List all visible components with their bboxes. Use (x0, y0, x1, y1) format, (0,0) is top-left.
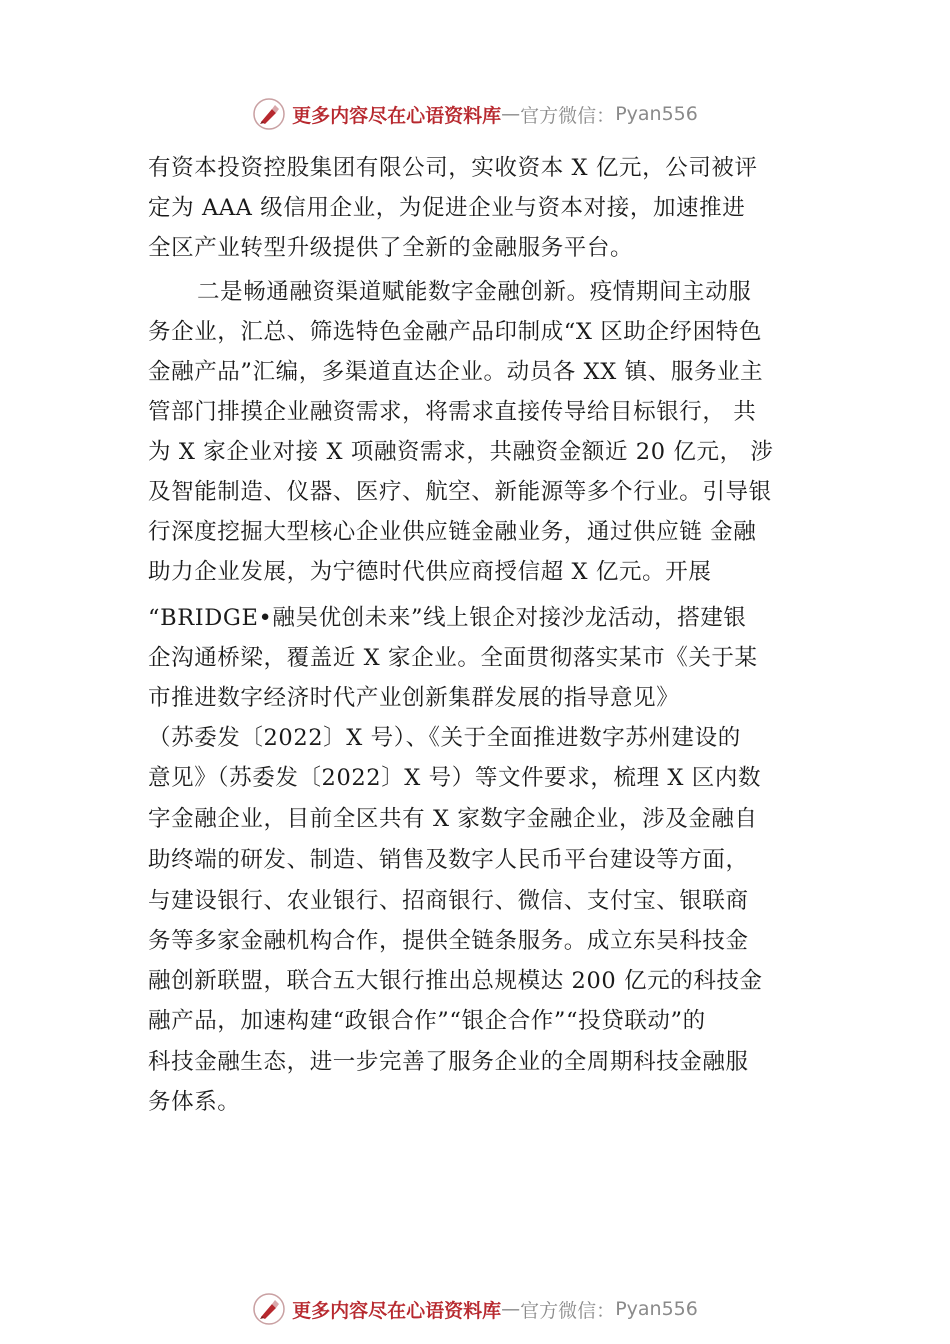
banner-separator: — (501, 103, 521, 125)
body-line: 务等多家金融机构合作，提供全链条服务。成立东吴科技金 (148, 928, 749, 954)
header-banner (0, 94, 950, 134)
body-line: 全区产业转型升级提供了全新的金融服务平台。 (148, 235, 634, 261)
body-line: 务企业，汇总、筛选特色金融产品印制成“X 区助企纾困特色 (148, 319, 762, 345)
body-line: 定为 AAA 级信用企业，为促进企业与资本对接，加速推进 (148, 195, 746, 221)
body-line: 务体系。 (148, 1089, 241, 1115)
banner-main-text: 更多内容尽在心语资料库 (292, 104, 502, 127)
body-line: 行深度挖掘大型核心企业供应链金融业务，通过供应链 金融 (148, 519, 757, 545)
body-line: 为 X 家企业对接 X 项融资需求，共融资金额近 20 亿元， 涉 (148, 439, 774, 465)
body-line: 市推进数字经济时代产业创新集群发展的指导意见》 (148, 685, 680, 711)
banner-contact-label: 官方微信： (520, 1299, 616, 1322)
body-line: 企沟通桥梁，覆盖近 X 家企业。全面贯彻落实某市《关于某 (148, 645, 758, 671)
banner-contact-id: Pyan556 (615, 103, 698, 125)
body-line: 助力企业发展，为宁德时代供应商授信超 X 亿元。开展 (148, 559, 712, 585)
banner-contact-id: Pyan556 (615, 1298, 698, 1320)
body-line: 融产品，加速构建“政银合作”“银企合作”“投贷联动”的 (148, 1008, 706, 1034)
pen-nib-icon (252, 1292, 286, 1326)
body-line: 融创新联盟，联合五大银行推出总规模达 200 亿元的科技金 (148, 968, 763, 994)
banner-main-text: 更多内容尽在心语资料库 (292, 1299, 502, 1322)
paragraph-heading-line: 二是畅通融资渠道赋能数字金融创新。疫情期间主动服 (197, 279, 752, 305)
body-line: 管部门排摸企业融资需求，将需求直接传导给目标银行， 共 (148, 399, 757, 425)
body-line: 及智能制造、仪器、医疗、航空、新能源等多个行业。引导银 (148, 479, 772, 505)
body-line: 助终端的研发、制造、销售及数字人民币平台建设等方面， (148, 847, 749, 873)
banner-contact-label: 官方微信： (520, 104, 616, 127)
body-line: 字金融企业，目前全区共有 X 家数字金融企业，涉及金融自 (148, 806, 758, 832)
pen-nib-icon (252, 97, 286, 131)
body-line: 金融产品”汇编，多渠道直达企业。动员各 XX 镇、服务业主 (148, 359, 764, 385)
body-line: “BRIDGE•融吴优创未来”线上银企对接沙龙活动，搭建银 (148, 605, 747, 631)
footer-banner (0, 1289, 950, 1329)
banner-separator: — (501, 1298, 521, 1320)
body-line: 与建设银行、农业银行、招商银行、微信、支付宝、银联商 (148, 888, 749, 914)
body-line: 有资本投资控股集团有限公司，实收资本 X 亿元，公司被评 (148, 155, 758, 181)
body-line: 科技金融生态，进一步完善了服务企业的全周期科技金融服 (148, 1049, 749, 1075)
body-line: 意见》（苏委发〔2022〕X 号）等文件要求，梳理 X 区内数 (148, 765, 762, 791)
body-line: （苏委发〔2022〕X 号）、《关于全面推进数字苏州建设的 (148, 725, 741, 751)
